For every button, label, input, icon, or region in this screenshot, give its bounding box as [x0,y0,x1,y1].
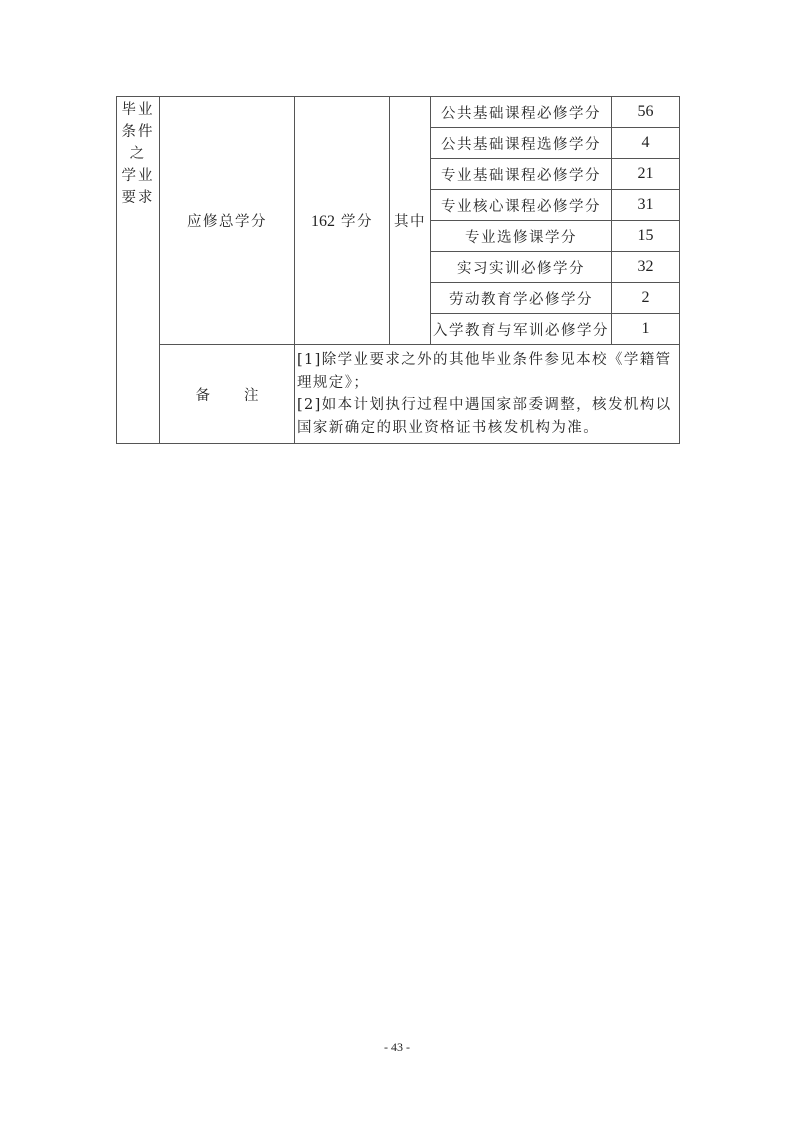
remarks-notes-cell [295,345,680,444]
section-label-line: 之 [129,146,147,162]
total-credits-unit: 学分 [341,214,374,230]
credit-item-value: 31 [612,190,680,221]
total-credits-value: 162 [310,213,335,230]
credit-item-name: 入学教育与军训必修学分 [431,314,612,345]
section-label-cell [117,97,160,444]
credit-item-value: 15 [612,221,680,252]
total-credits-value-cell [295,97,390,345]
credit-item-value: 1 [612,314,680,345]
remark-note: [1]除学业要求之外的其他毕业条件参见本校《学籍管理规定》； [297,352,672,391]
remarks-label-char: 备 [195,387,210,404]
remarks-label-cell [160,345,295,444]
credit-item-name: 专业基础课程必修学分 [431,159,612,190]
section-label-line: 毕业 [121,102,155,118]
credit-item-value: 2 [612,283,680,314]
credit-item-name: 公共基础课程选修学分 [431,128,612,159]
credit-item-value: 21 [612,159,680,190]
credit-item-value: 4 [612,128,680,159]
credit-item-name: 专业核心课程必修学分 [431,190,612,221]
credit-item-name: 专业选修课学分 [431,221,612,252]
credit-item-name: 劳动教育学必修学分 [431,283,612,314]
breakdown-label: 其中 [390,97,431,345]
remarks-label-char: 注 [244,387,259,404]
page-number: - 43 - [384,1040,410,1054]
credit-item-name: 实习实训必修学分 [431,252,612,283]
credit-item-value: 56 [612,97,680,128]
graduation-requirements-table [116,96,680,444]
credit-item-value: 32 [612,252,680,283]
remark-note: [2]如本计划执行过程中遇国家部委调整，核发机构以国家新确定的职业资格证书核发机构为准。 [297,397,672,436]
section-label-line: 要求 [121,190,155,206]
section-label-line: 学业 [121,168,155,184]
remarks-row [117,345,680,444]
section-label-line: 条件 [121,124,155,140]
total-credits-label: 应修总学分 [160,97,295,345]
credit-item-name: 公共基础课程必修学分 [431,97,612,128]
